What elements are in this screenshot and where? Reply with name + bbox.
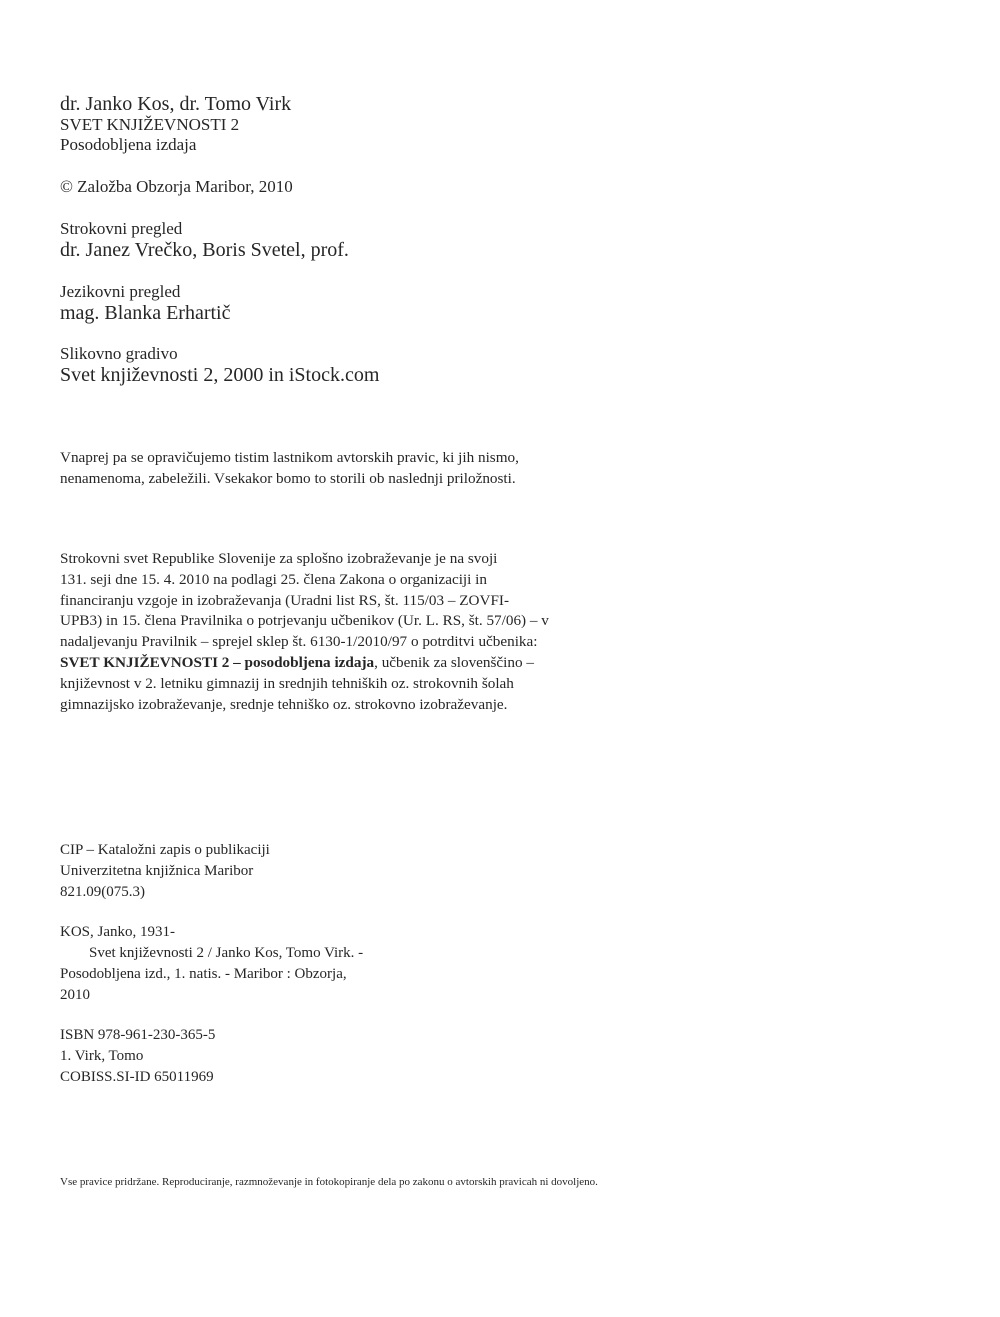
cip-line: CIP – Kataložni zapis o publikaciji — [60, 842, 270, 858]
language-review-label: Jezikovni pregled — [60, 282, 181, 301]
approval-line: književnost v 2. letniku gimnazij in srednjih tehniških oz. strokovnih šolah — [60, 674, 514, 692]
images-label: Slikovno gradivo — [60, 344, 178, 363]
authors: dr. Janko Kos, dr. Tomo Virk — [60, 93, 292, 115]
review-block — [60, 219, 349, 261]
language-review-block — [60, 282, 231, 324]
approval-line-title — [60, 653, 549, 674]
credits-block — [60, 93, 291, 155]
approval-paragraph — [60, 549, 549, 715]
isbn: ISBN 978-961-230-365-5 — [60, 1027, 216, 1043]
cip-entry — [60, 922, 363, 1006]
edition: Posodobljena izdaja — [60, 135, 197, 154]
cip-title-entry: Svet književnosti 2 / Janko Kos, Tomo Virk. - — [89, 945, 364, 961]
images-source: Svet književnosti 2, 2000 in iStock.com — [60, 364, 380, 386]
cip-line: 821.09(075.3) — [60, 884, 145, 900]
cip-main-entry: KOS, Janko, 1931- — [60, 924, 175, 940]
images-block — [60, 344, 379, 386]
apology-line: nenamenoma, zabeležili. Vsekakor bomo to storili ob naslednji priložnosti. — [60, 469, 516, 487]
cip-entry-line: Posodobljena izd., 1. natis. - Maribor : Obzorja, — [60, 966, 347, 982]
apology-paragraph — [60, 448, 519, 490]
cobiss-id: COBISS.SI-ID 65011969 — [60, 1069, 214, 1085]
review-names: dr. Janez Vrečko, Boris Svetel, prof. — [60, 239, 349, 261]
apology-line: Vnaprej pa se opravičujemo tistim lastnikom avtorskih pravic, ki jih nismo, — [60, 449, 519, 466]
approval-line: UPB3) in 15. člena Pravilnika o potrjevanju učbenikov (Ur. L. RS, št. 57/06) – v — [60, 612, 549, 630]
copyright-block — [60, 177, 293, 197]
review-label: Strokovni pregled — [60, 219, 183, 238]
copyright: © Založba Obzorja Maribor, 2010 — [60, 177, 293, 196]
approval-line: financiranju vzgoje in izobraževanja (Uradni list RS, št. 115/03 – ZOVFI- — [60, 591, 510, 609]
book-title: SVET KNJIŽEVNOSTI 2 — [60, 115, 240, 134]
cip-ids — [60, 1025, 215, 1088]
rights-text: Vse pravice pridržane. Reproduciranje, razmnoževanje in fotokopiranje dela po zakonu o avtorskih pravicah ni dovoljeno. — [60, 1176, 598, 1188]
language-review-name: mag. Blanka Erhartič — [60, 302, 231, 324]
cip-header — [60, 840, 270, 903]
approval-line: gimnazijsko izobraževanje, srednje tehniško oz. strokovno izobraževanje. — [60, 695, 508, 713]
approval-line: Strokovni svet Republike Slovenije za splošno izobraževanje je na svoji — [60, 550, 498, 567]
cip-line: Univerzitetna knjižnica Maribor — [60, 863, 254, 879]
approval-line: nadaljevanju Pravilnik – sprejel sklep št. 6130-1/2010/97 o potrditvi učbenika: — [60, 633, 538, 651]
cip-added-entry: 1. Virk, Tomo — [60, 1048, 144, 1064]
approved-book-title: SVET KNJIŽEVNOSTI 2 – posodobljena izdaja — [60, 653, 375, 671]
approval-line-rest: , učbenik za slovenščino – — [374, 653, 534, 671]
colophon-page — [60, 0, 960, 1317]
cip-entry-line: 2010 — [60, 987, 90, 1003]
rights-notice — [60, 1175, 598, 1189]
approval-line: 131. seji dne 15. 4. 2010 na podlagi 25. člena Zakona o organizaciji in — [60, 570, 487, 588]
